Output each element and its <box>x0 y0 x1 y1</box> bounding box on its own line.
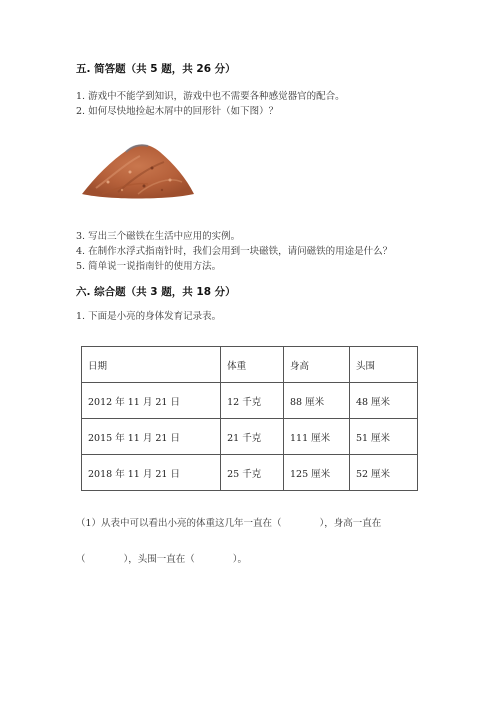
question-6-1: 1. 下面是小亮的身体发育记录表。 <box>76 311 222 322</box>
cell-height: 111 厘米 <box>284 419 350 455</box>
header-date: 日期 <box>82 347 221 383</box>
sawdust-pile-photo <box>78 132 197 204</box>
cell-height: 125 厘米 <box>284 455 350 491</box>
cell-date: 2015 年 11 月 21 日 <box>82 419 221 455</box>
section-five-title: 五. 简答题（共 5 题，共 26 分） <box>76 63 236 75</box>
cell-weight: 12 千克 <box>221 383 284 419</box>
question-5-2: 2. 如何尽快地捡起木屑中的回形针（如下图）？ <box>76 106 279 117</box>
sub-question-1-line-1: （1）从表中可以看出小亮的体重这几年一直在（ ），身高一直在 <box>76 518 382 529</box>
question-5-4: 4. 在制作水浮式指南针时，我们会用到一块磁铁，请问磁铁的用途是什么？ <box>76 246 393 257</box>
question-5-5: 5. 简单说一说指南针的使用方法。 <box>76 261 222 272</box>
header-weight: 体重 <box>221 347 284 383</box>
cell-weight: 25 千克 <box>221 455 284 491</box>
header-height: 身高 <box>284 347 350 383</box>
section-six-title: 六. 综合题（共 3 题，共 18 分） <box>76 286 236 298</box>
table-row <box>82 383 418 419</box>
question-5-3: 3. 写出三个磁铁在生活中应用的实例。 <box>76 231 241 242</box>
table-row <box>82 419 418 455</box>
cell-date: 2012 年 11 月 21 日 <box>82 383 221 419</box>
header-head-circumference: 头围 <box>349 347 417 383</box>
growth-record-table <box>81 346 418 491</box>
cell-date: 2018 年 11 月 21 日 <box>82 455 221 491</box>
cell-weight: 21 千克 <box>221 419 284 455</box>
table-header-row <box>82 347 418 383</box>
question-5-1: 1. 游戏中不能学到知识，游戏中也不需要各种感觉器官的配合。 <box>76 91 345 102</box>
sub-question-1-line-2: （ ），头围一直在（ ）。 <box>76 554 248 565</box>
cell-head: 52 厘米 <box>349 455 417 491</box>
cell-head: 48 厘米 <box>349 383 417 419</box>
cell-head: 51 厘米 <box>349 419 417 455</box>
cell-height: 88 厘米 <box>284 383 350 419</box>
table-row <box>82 455 418 491</box>
